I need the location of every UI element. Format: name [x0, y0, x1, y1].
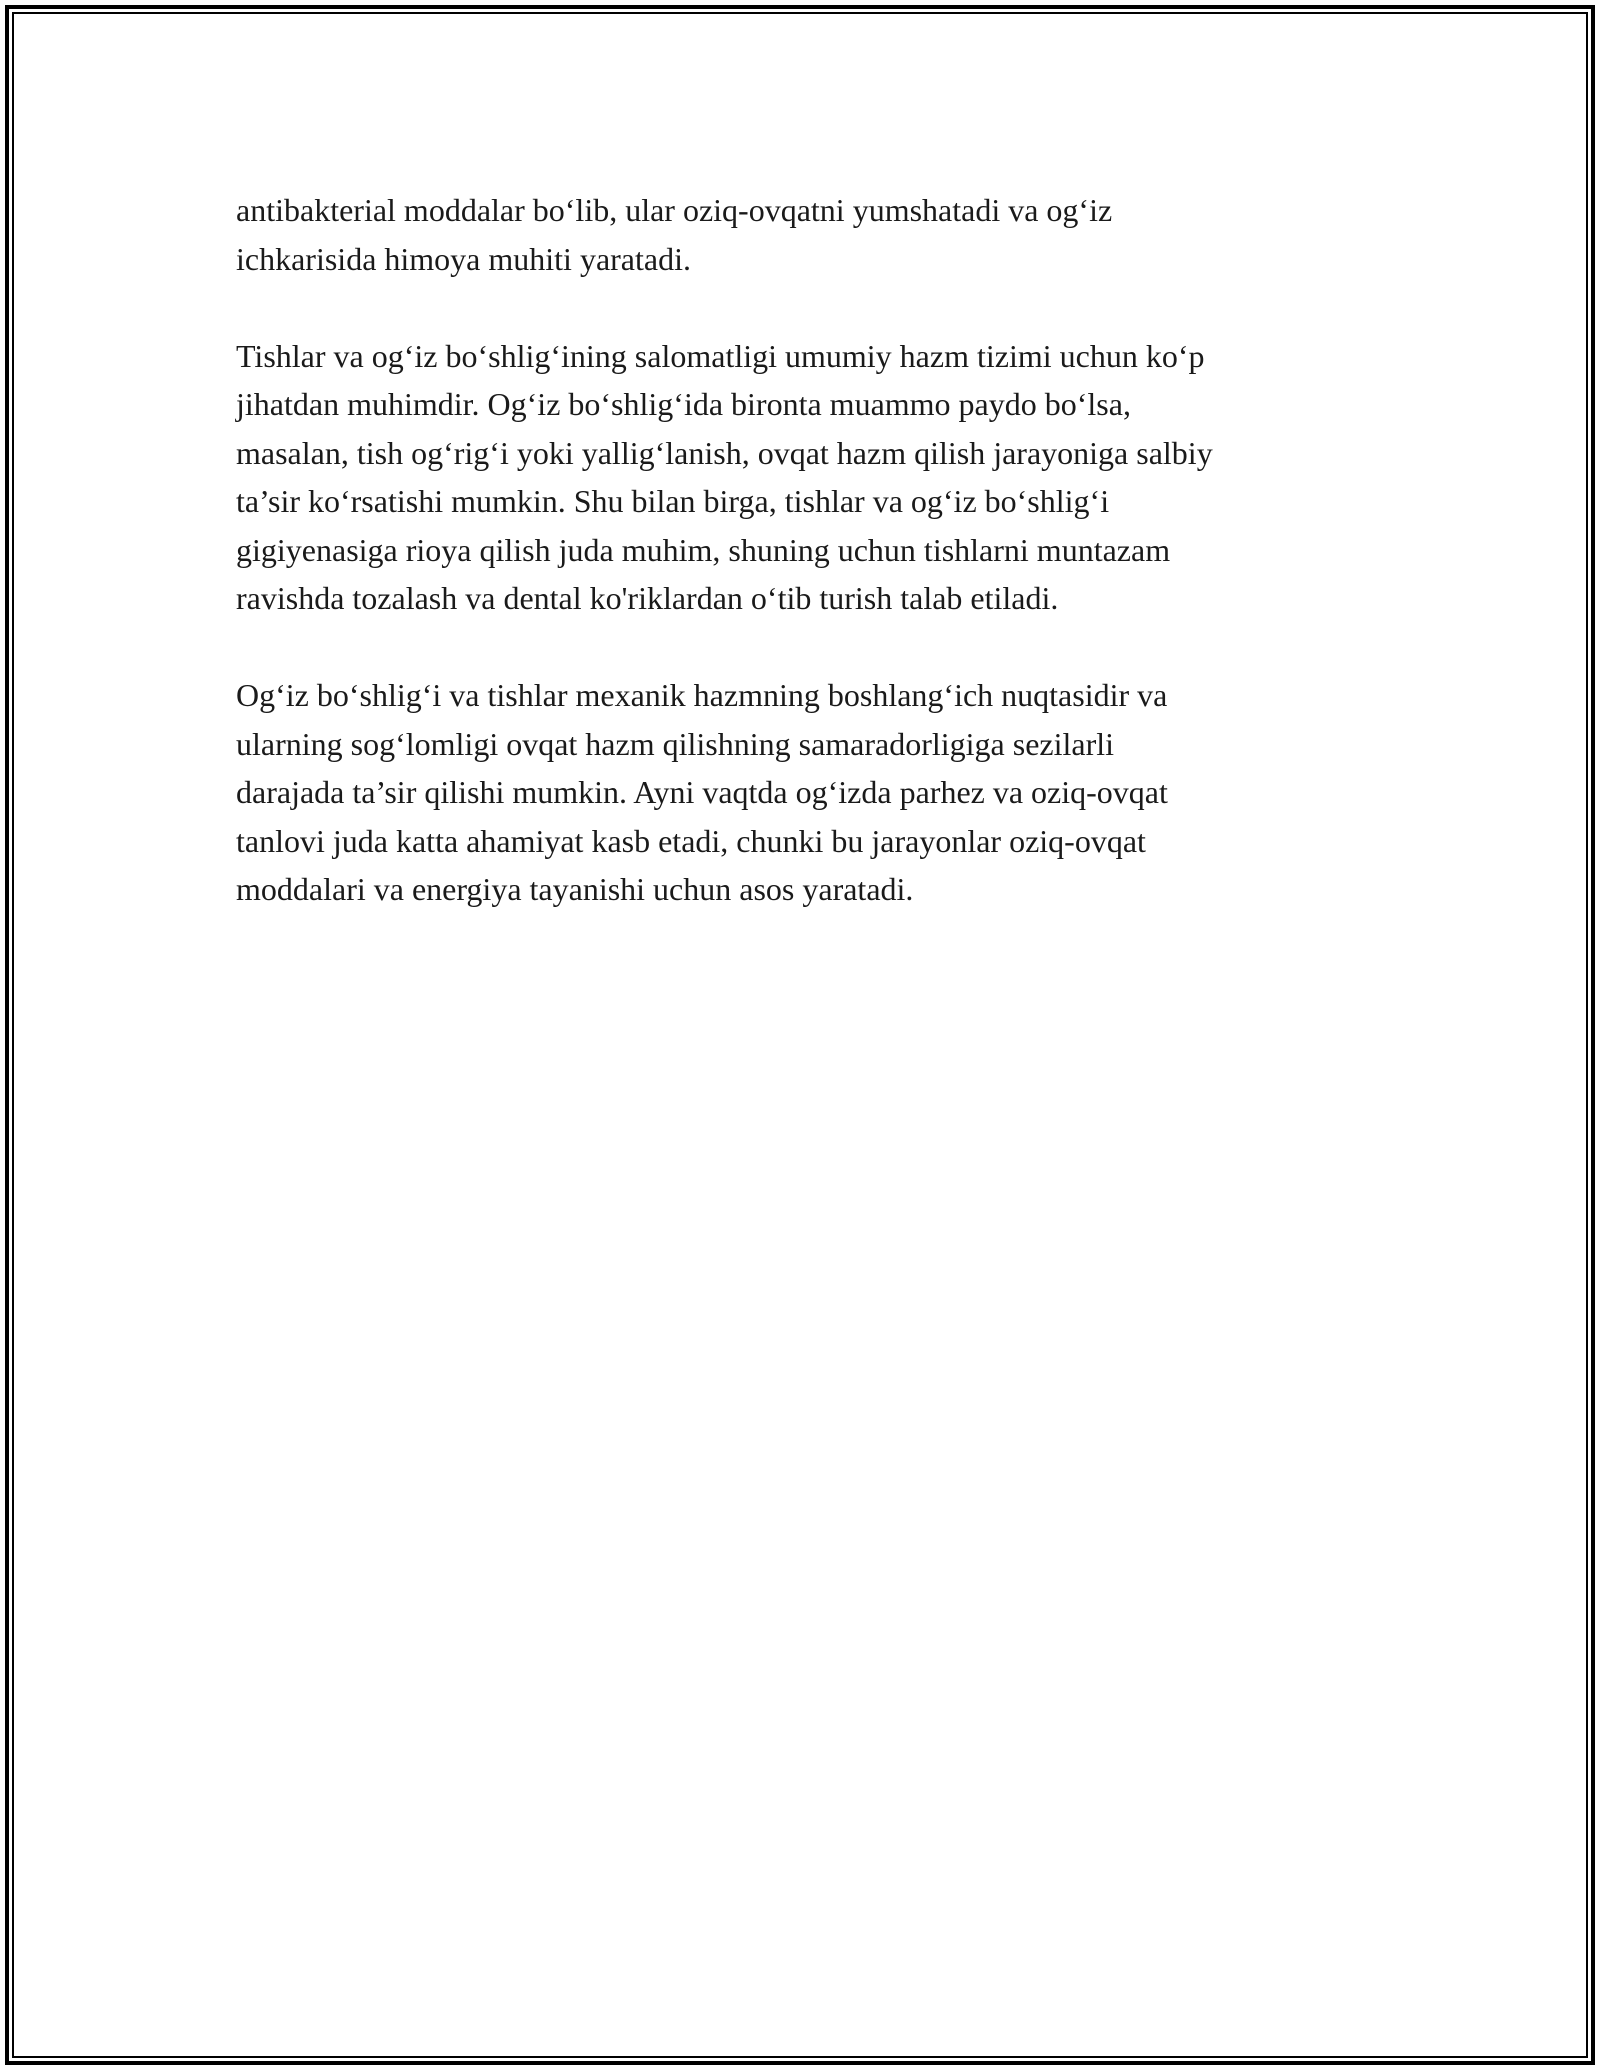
- page-body: [236, 186, 1366, 914]
- paragraph-mechanical-digestion: Og‘iz bo‘shlig‘i va tishlar mexanik hazmning boshlang‘ich nuqtasidir va ularning sog‘lomligi ovqat hazm qilishning samaradorligiga sezilarli darajada ta’sir qilishi mumkin. Ayni vaqtda og‘izda parhez va oziq-ovqat tanlovi juda katta ahamiyat kasb etadi, chunki bu jarayonlar oziq-ovqat moddalari va energiya tayanishi uchun asos yaratadi.: [236, 677, 1168, 907]
- paragraph-oral-health: Tishlar va og‘iz bo‘shlig‘ining salomatligi umumiy hazm tizimi uchun ko‘p jihatdan muhimdir. Og‘iz bo‘shlig‘ida bironta muammo paydo bo‘lsa, masalan, tish og‘rig‘i yoki yallig‘lanish, ovqat hazm qilish jarayoniga salbiy ta’sir ko‘rsatishi mumkin. Shu bilan birga, tishlar va og‘iz bo‘shlig‘i gigiyenasiga rioya qilish juda muhim, shuning uchun tishlarni muntazam ravishda tozalash va dental ko'riklardan o‘tib turish talab etiladi.: [236, 337, 1213, 616]
- paragraph-saliva-continuation: antibakterial moddalar bo‘lib, ular oziq-ovqatni yumshatadi va og‘iz ichkarisida himoya muhiti yaratadi.: [236, 192, 1113, 277]
